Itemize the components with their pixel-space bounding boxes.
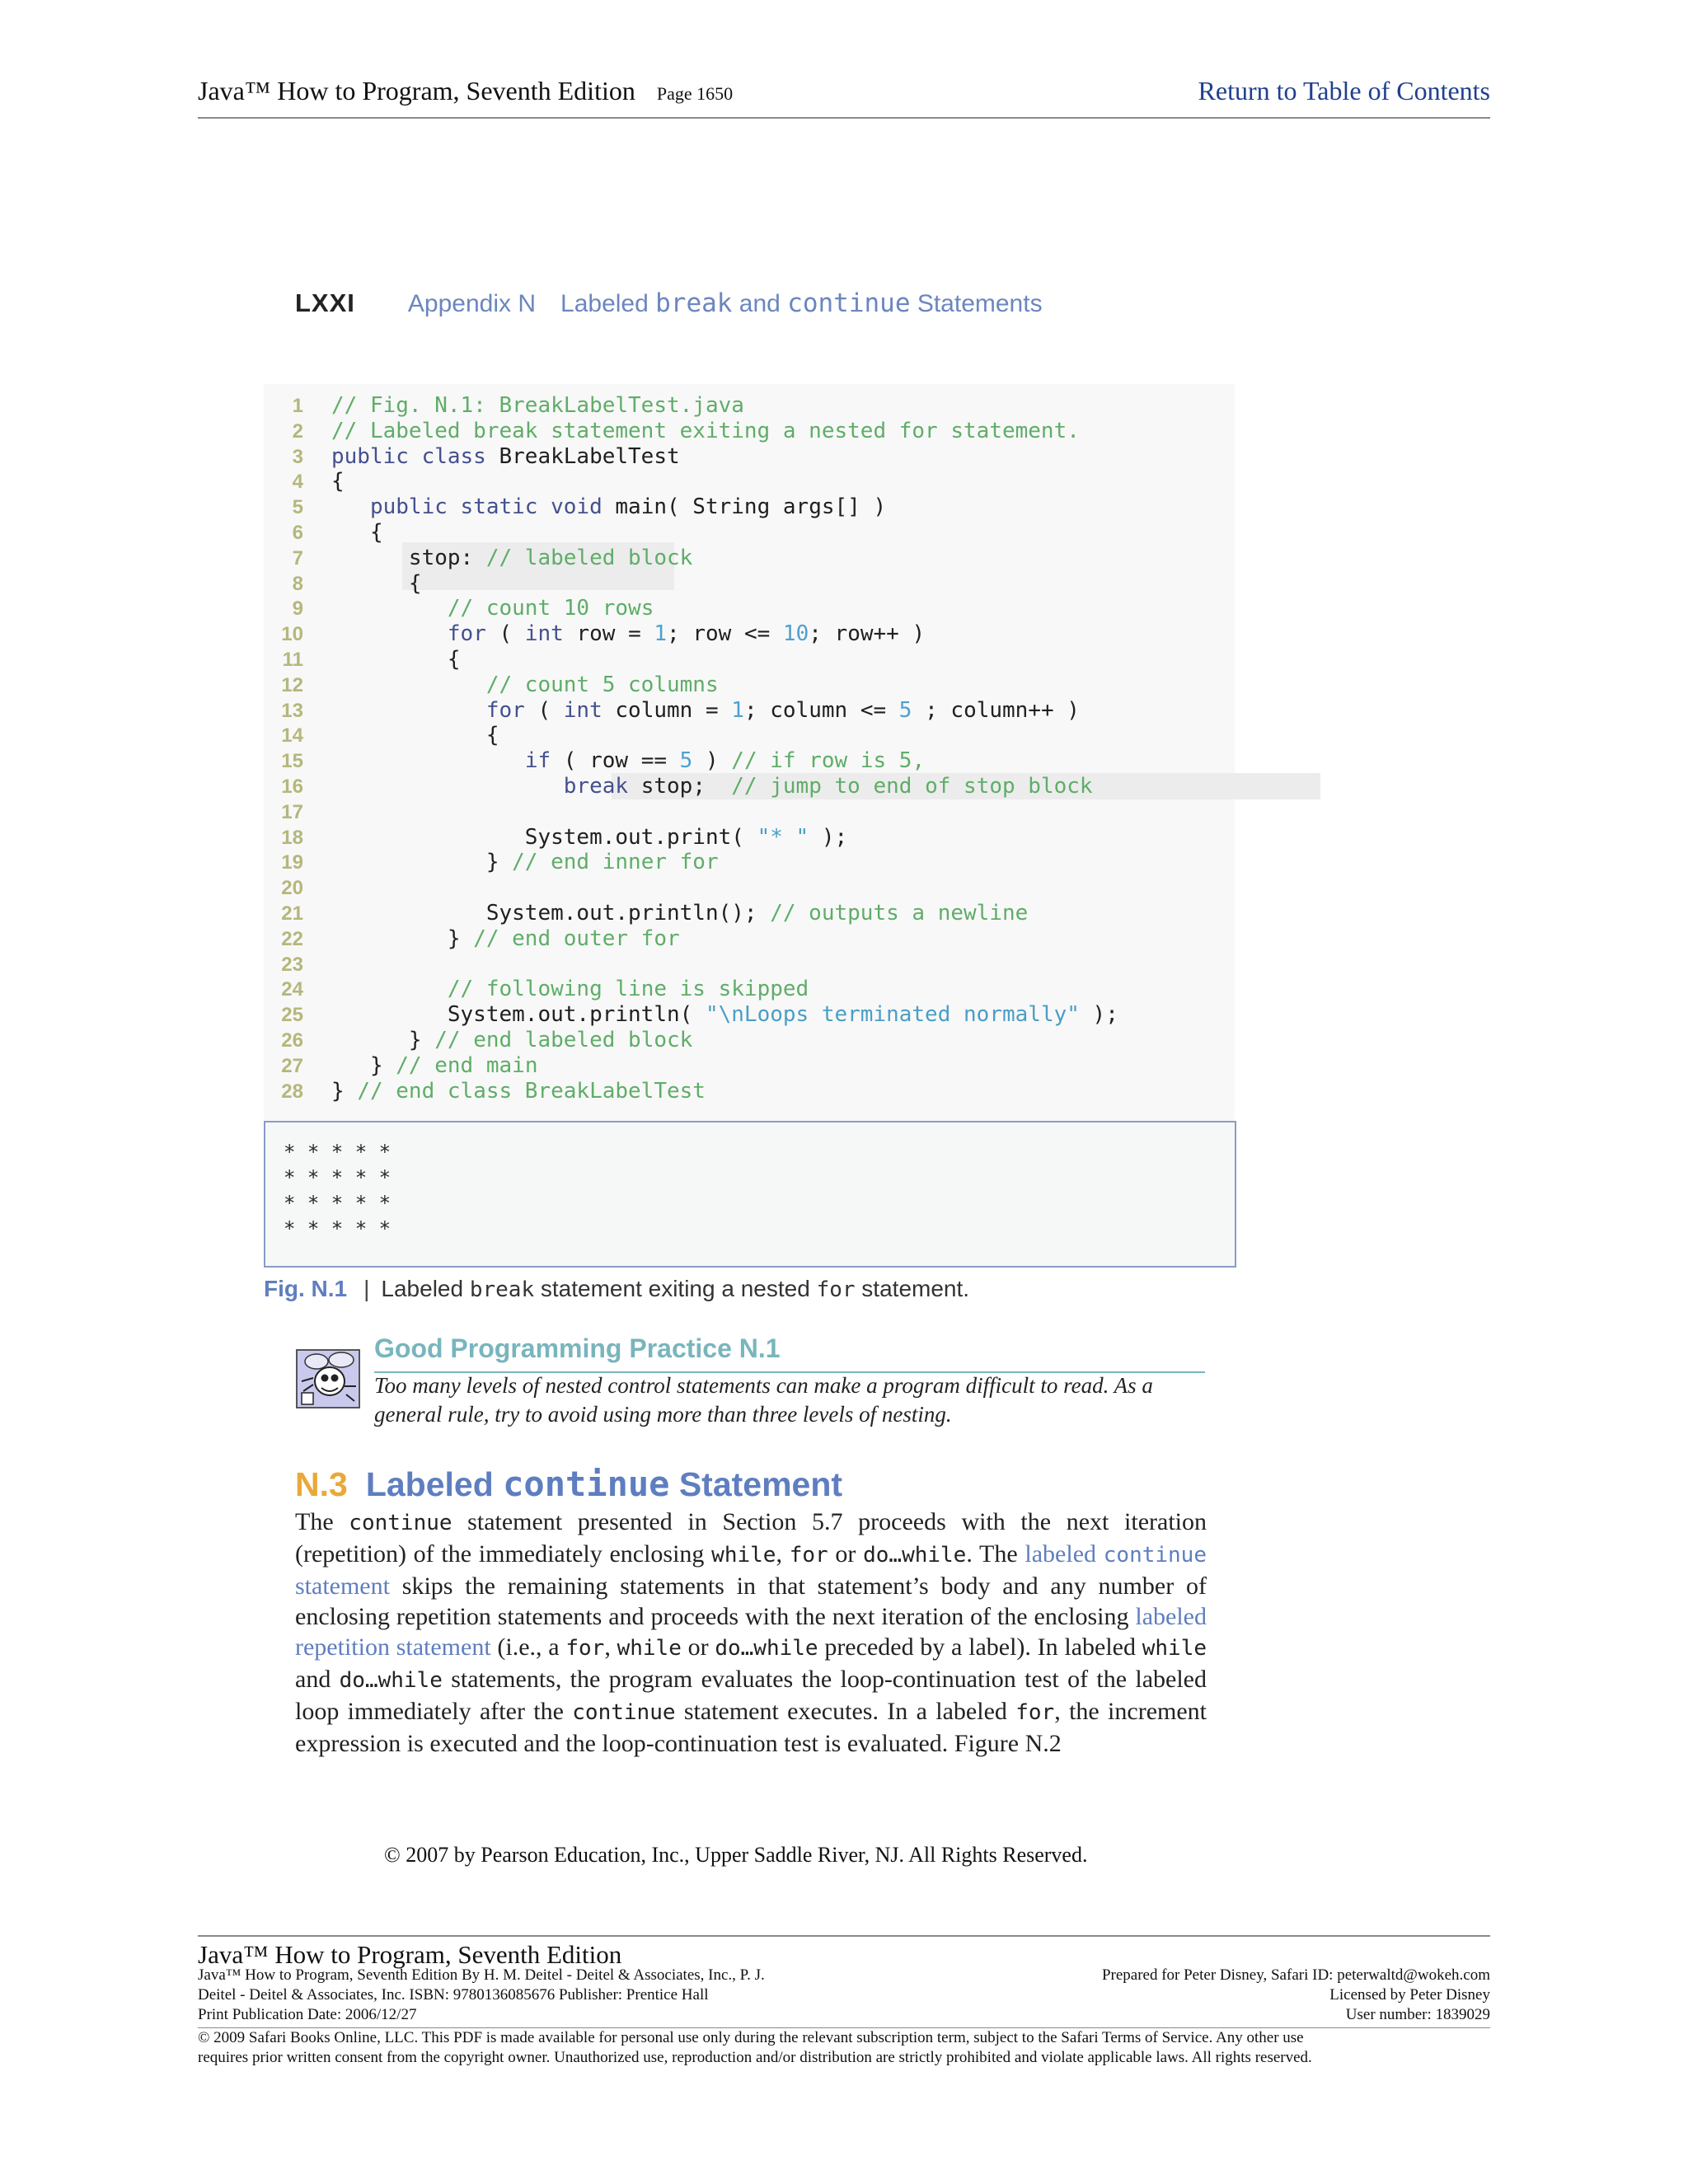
code-token: } bbox=[331, 1052, 396, 1078]
code-token: { bbox=[331, 520, 383, 545]
code-token bbox=[331, 621, 448, 646]
output-line: * * * * * bbox=[284, 1217, 392, 1240]
appendix-label: Appendix N bbox=[407, 290, 537, 317]
code-token: "\nLoops terminated normally" bbox=[705, 1002, 1080, 1028]
code-token bbox=[331, 494, 370, 519]
code-text bbox=[331, 723, 499, 748]
line-number: 18 bbox=[281, 826, 303, 849]
line-number: 27 bbox=[281, 1054, 303, 1077]
line-number: 21 bbox=[281, 902, 303, 925]
code-token: main( String args[] ) bbox=[615, 494, 887, 520]
code-token: // Labeled break statement exiting a nested for statement. bbox=[331, 418, 1080, 443]
line-number: 24 bbox=[281, 978, 303, 1001]
page-number-label: Page 1650 bbox=[656, 83, 734, 104]
book-title-text: Java™ How to Program, Seventh Edition bbox=[198, 76, 635, 105]
code-token: break bbox=[563, 774, 629, 799]
code-text bbox=[331, 926, 680, 952]
code-text bbox=[331, 1053, 537, 1079]
inline-code: do…while bbox=[863, 1543, 967, 1568]
paragraph-text: , bbox=[776, 1540, 790, 1568]
caption-mid: statement exiting a nested bbox=[534, 1276, 817, 1301]
caption-pre: Labeled bbox=[381, 1276, 470, 1301]
line-number: 19 bbox=[281, 851, 303, 874]
code-token: BreakLabelTest bbox=[499, 443, 680, 469]
inline-code: do…while bbox=[715, 1636, 818, 1661]
inline-code: while bbox=[1142, 1636, 1207, 1661]
line-number: 17 bbox=[281, 800, 303, 823]
caption-code-break: break bbox=[469, 1277, 535, 1302]
code-token: ; row++ ) bbox=[809, 621, 926, 647]
line-number: 12 bbox=[281, 673, 303, 696]
running-header bbox=[198, 76, 1490, 119]
code-token: // Fig. N.1: BreakLabelTest.java bbox=[331, 393, 744, 418]
code-token: { bbox=[331, 469, 345, 494]
paragraph-text: skips the remaining statements in that statement’s body and any number of enclosing repetition statements and proceeds with the next iteration of the enclosing bbox=[295, 1572, 1207, 1630]
footer-publication-date: Print Publication Date: 2006/12/27 bbox=[198, 2006, 417, 2023]
code-token: stop; bbox=[628, 774, 732, 799]
output-line: * * * * * bbox=[284, 1166, 392, 1189]
code-text bbox=[331, 673, 719, 698]
figure-label: Fig. N.1 bbox=[264, 1276, 348, 1301]
code-token: // count 10 rows bbox=[447, 596, 654, 621]
code-token: ( bbox=[524, 697, 564, 723]
section-title-code: continue bbox=[503, 1464, 670, 1504]
code-token: 5 bbox=[898, 697, 912, 723]
line-number: 1 bbox=[292, 395, 303, 417]
code-token bbox=[331, 673, 486, 697]
footer-licensed-by: Licensed by Peter Disney bbox=[1329, 1986, 1490, 2004]
code-text bbox=[331, 977, 809, 1002]
inline-code: for bbox=[789, 1543, 828, 1568]
section-title-post: Statement bbox=[669, 1465, 843, 1503]
code-token: System.out.println( bbox=[331, 1002, 706, 1028]
footer-divider bbox=[198, 2027, 1490, 2028]
code-token: System.out.print( bbox=[331, 824, 757, 850]
code-text bbox=[331, 774, 1093, 799]
code-token: } bbox=[331, 1078, 358, 1104]
line-number: 22 bbox=[281, 927, 303, 950]
header-book-title bbox=[198, 76, 733, 106]
inline-code: continue bbox=[572, 1700, 676, 1725]
code-token: // end labeled block bbox=[434, 1028, 693, 1052]
paragraph-text: . The bbox=[966, 1540, 1025, 1568]
code-text bbox=[331, 698, 1080, 724]
paragraph-text: statements, the program evaluates the loop-continuation test of the labeled loop immediately after the bbox=[295, 1666, 1207, 1725]
code-text bbox=[331, 393, 744, 419]
code-text bbox=[331, 1079, 706, 1104]
code-token: int bbox=[563, 697, 603, 723]
code-text bbox=[331, 444, 680, 470]
code-text bbox=[331, 596, 654, 621]
code-token: // end inner for bbox=[512, 850, 719, 875]
tip-text: Too many levels of nested control statements can make a program difficult to read. As a general rule, try to avoid using more than three levels of nesting. bbox=[374, 1373, 1153, 1427]
line-number: 4 bbox=[292, 471, 303, 494]
paragraph-text: The bbox=[295, 1508, 349, 1535]
code-token bbox=[331, 748, 525, 773]
code-token: ; column <= bbox=[743, 697, 899, 723]
figure-caption bbox=[264, 1276, 969, 1302]
code-token: // if row is 5, bbox=[731, 748, 926, 774]
code-token: // count 5 columns bbox=[485, 672, 719, 697]
program-output bbox=[264, 1121, 1236, 1268]
code-token: // labeled block bbox=[485, 545, 693, 570]
caption-post: statement. bbox=[855, 1276, 970, 1301]
code-token: ( bbox=[485, 621, 525, 647]
code-token: public static void bbox=[369, 494, 616, 520]
section-title-pre: Labeled bbox=[365, 1465, 504, 1503]
running-title-pre: Labeled bbox=[560, 290, 656, 317]
code-token: for bbox=[447, 621, 486, 647]
line-number: 9 bbox=[292, 598, 303, 621]
code-token bbox=[331, 977, 448, 1001]
line-number: 16 bbox=[281, 776, 303, 798]
code-token: 10 bbox=[782, 621, 809, 647]
line-number: 23 bbox=[281, 953, 303, 976]
inline-code: while bbox=[711, 1543, 776, 1568]
code-token: } bbox=[331, 926, 474, 951]
code-token: } bbox=[331, 850, 513, 875]
paragraph-text: statement presented in Section 5.7 proceeds with the next iteration (repetition) of the immediately enclosing bbox=[295, 1508, 1207, 1568]
code-token: stop: bbox=[331, 545, 486, 570]
inline-code: do…while bbox=[339, 1668, 443, 1693]
code-token: ); bbox=[809, 824, 848, 850]
code-text bbox=[331, 571, 422, 597]
line-number: 10 bbox=[281, 623, 303, 646]
code-text bbox=[331, 419, 1080, 444]
code-token: column = bbox=[602, 697, 732, 723]
line-number: 26 bbox=[281, 1029, 303, 1052]
line-number: 28 bbox=[281, 1080, 303, 1103]
code-token: // jump to end of stop block bbox=[731, 774, 1093, 799]
code-text bbox=[331, 494, 886, 520]
paragraph-text: or bbox=[681, 1633, 715, 1661]
inline-code: continue bbox=[349, 1511, 452, 1535]
paragraph-text: statement executes. In a labeled bbox=[675, 1698, 1016, 1725]
footer-book-info-line1: Java™ How to Program, Seventh Edition By H. M. Deitel - Deitel & Associates, Inc., P. J. bbox=[198, 1966, 765, 1984]
code-token bbox=[331, 774, 564, 799]
code-token: ; row <= bbox=[667, 621, 783, 647]
footer-book-info-line2: Deitel - Deitel & Associates, Inc. ISBN: 9780136085676 Publisher: Prentice Hall bbox=[198, 1986, 709, 2004]
key-term: labeled repetition statement bbox=[295, 1603, 1207, 1661]
code-token: if bbox=[524, 748, 551, 774]
line-number: 5 bbox=[292, 496, 303, 519]
code-text bbox=[331, 469, 345, 494]
output-line: * * * * * bbox=[284, 1192, 392, 1215]
line-number: 14 bbox=[281, 724, 303, 748]
code-token: public class bbox=[331, 443, 499, 469]
inline-code: while bbox=[617, 1636, 682, 1661]
code-token: // end main bbox=[396, 1052, 538, 1078]
paragraph-text: , bbox=[604, 1633, 617, 1661]
line-number: 20 bbox=[281, 877, 303, 900]
chapter-running-head bbox=[295, 288, 1043, 318]
roman-page-numeral: LXXI bbox=[295, 288, 355, 317]
section-heading bbox=[295, 1464, 842, 1504]
line-number: 15 bbox=[281, 750, 303, 773]
code-token: // end outer for bbox=[473, 926, 680, 951]
line-number: 6 bbox=[292, 522, 303, 544]
code-token: for bbox=[485, 697, 525, 723]
line-number: 8 bbox=[292, 572, 303, 595]
running-title-post: Statements bbox=[910, 290, 1043, 317]
paragraph-text: (i.e., a bbox=[490, 1633, 566, 1661]
inline-code: for bbox=[565, 1636, 605, 1661]
code-token: ) bbox=[692, 748, 732, 774]
code-token: } bbox=[331, 1028, 435, 1052]
code-token: { bbox=[331, 723, 499, 748]
key-term: labeled bbox=[1025, 1540, 1104, 1568]
code-token: "* " bbox=[757, 824, 809, 850]
code-text bbox=[331, 647, 461, 673]
code-token: System.out.println(); bbox=[331, 901, 771, 926]
page-footer bbox=[198, 1935, 1490, 2066]
code-token: // following line is skipped bbox=[447, 977, 809, 1002]
code-token bbox=[331, 596, 448, 621]
code-token: row = bbox=[563, 621, 654, 647]
running-title-code-continue: continue bbox=[787, 288, 911, 318]
line-number: 25 bbox=[281, 1004, 303, 1027]
code-text bbox=[331, 621, 925, 647]
line-number: 7 bbox=[292, 546, 303, 569]
tip-title: Good Programming Practice N.1 bbox=[374, 1333, 781, 1363]
code-text bbox=[331, 1028, 692, 1053]
code-token: // end class BreakLabelTest bbox=[357, 1078, 706, 1104]
code-text bbox=[331, 520, 383, 546]
code-token: ( row == bbox=[551, 748, 680, 774]
caption-separator: | bbox=[363, 1276, 370, 1301]
line-number: 11 bbox=[282, 649, 303, 671]
code-text bbox=[331, 1002, 1118, 1028]
code-text bbox=[331, 850, 719, 875]
paragraph-text: or bbox=[828, 1540, 864, 1568]
copyright-notice: © 2007 by Pearson Education, Inc., Upper Saddle River, NJ. All Rights Reserved. bbox=[384, 1843, 1088, 1867]
paragraph-text: , the increment expression is executed and the loop-continuation test is evaluated. Figure N.2 bbox=[295, 1698, 1207, 1757]
line-number: 13 bbox=[281, 699, 303, 722]
code-token: 1 bbox=[654, 621, 668, 647]
code-token: ; column++ ) bbox=[912, 697, 1080, 723]
code-token: { bbox=[331, 570, 422, 596]
inline-code: for bbox=[1015, 1700, 1055, 1725]
footer-prepared-for: Prepared for Peter Disney, Safari ID: peterwaltd@wokeh.com bbox=[1101, 1966, 1490, 1984]
code-text bbox=[331, 748, 925, 774]
running-title-code-break: break bbox=[655, 288, 733, 318]
code-token: 1 bbox=[731, 697, 744, 723]
code-text bbox=[331, 546, 692, 571]
code-token bbox=[331, 698, 486, 723]
code-text bbox=[331, 901, 1028, 926]
code-text bbox=[331, 825, 847, 851]
output-line: * * * * * bbox=[284, 1141, 392, 1164]
code-token: ); bbox=[1079, 1002, 1118, 1028]
code-token: { bbox=[331, 647, 461, 672]
line-number: 3 bbox=[292, 445, 303, 468]
code-listing bbox=[264, 384, 1235, 1121]
body-paragraph bbox=[295, 1507, 1207, 1759]
key-term: continue bbox=[1103, 1543, 1207, 1568]
running-title-mid: and bbox=[732, 290, 788, 317]
line-number: 2 bbox=[292, 419, 303, 443]
caption-code-for: for bbox=[816, 1277, 856, 1302]
footer-book-title: Java™ How to Program, Seventh Edition bbox=[198, 1940, 622, 1969]
code-token: // outputs a newline bbox=[770, 901, 1029, 926]
code-token: 5 bbox=[679, 748, 693, 774]
section-number: N.3 bbox=[295, 1465, 348, 1503]
code-token: int bbox=[524, 621, 564, 647]
paragraph-text: and bbox=[295, 1666, 340, 1693]
paragraph-text: preceded by a label). In labeled bbox=[818, 1633, 1142, 1661]
footer-legal-line2: requires prior written consent from the copyright owner. Unauthorized use, reproduction and/or distribution are strictly prohibited and violate applicable laws. All rights reserved. bbox=[198, 2049, 1312, 2066]
bug-mascot-icon bbox=[295, 1343, 361, 1409]
return-to-toc-link[interactable]: Return to Table of Contents bbox=[1198, 76, 1490, 105]
footer-user-number: User number: 1839029 bbox=[1345, 2006, 1490, 2023]
key-term: statement bbox=[295, 1572, 390, 1600]
footer-legal-line1: © 2009 Safari Books Online, LLC. This PDF is made available for personal use only during the relevant subscription term, subject to the Safari Terms of Service. Any other use bbox=[198, 2029, 1304, 2046]
